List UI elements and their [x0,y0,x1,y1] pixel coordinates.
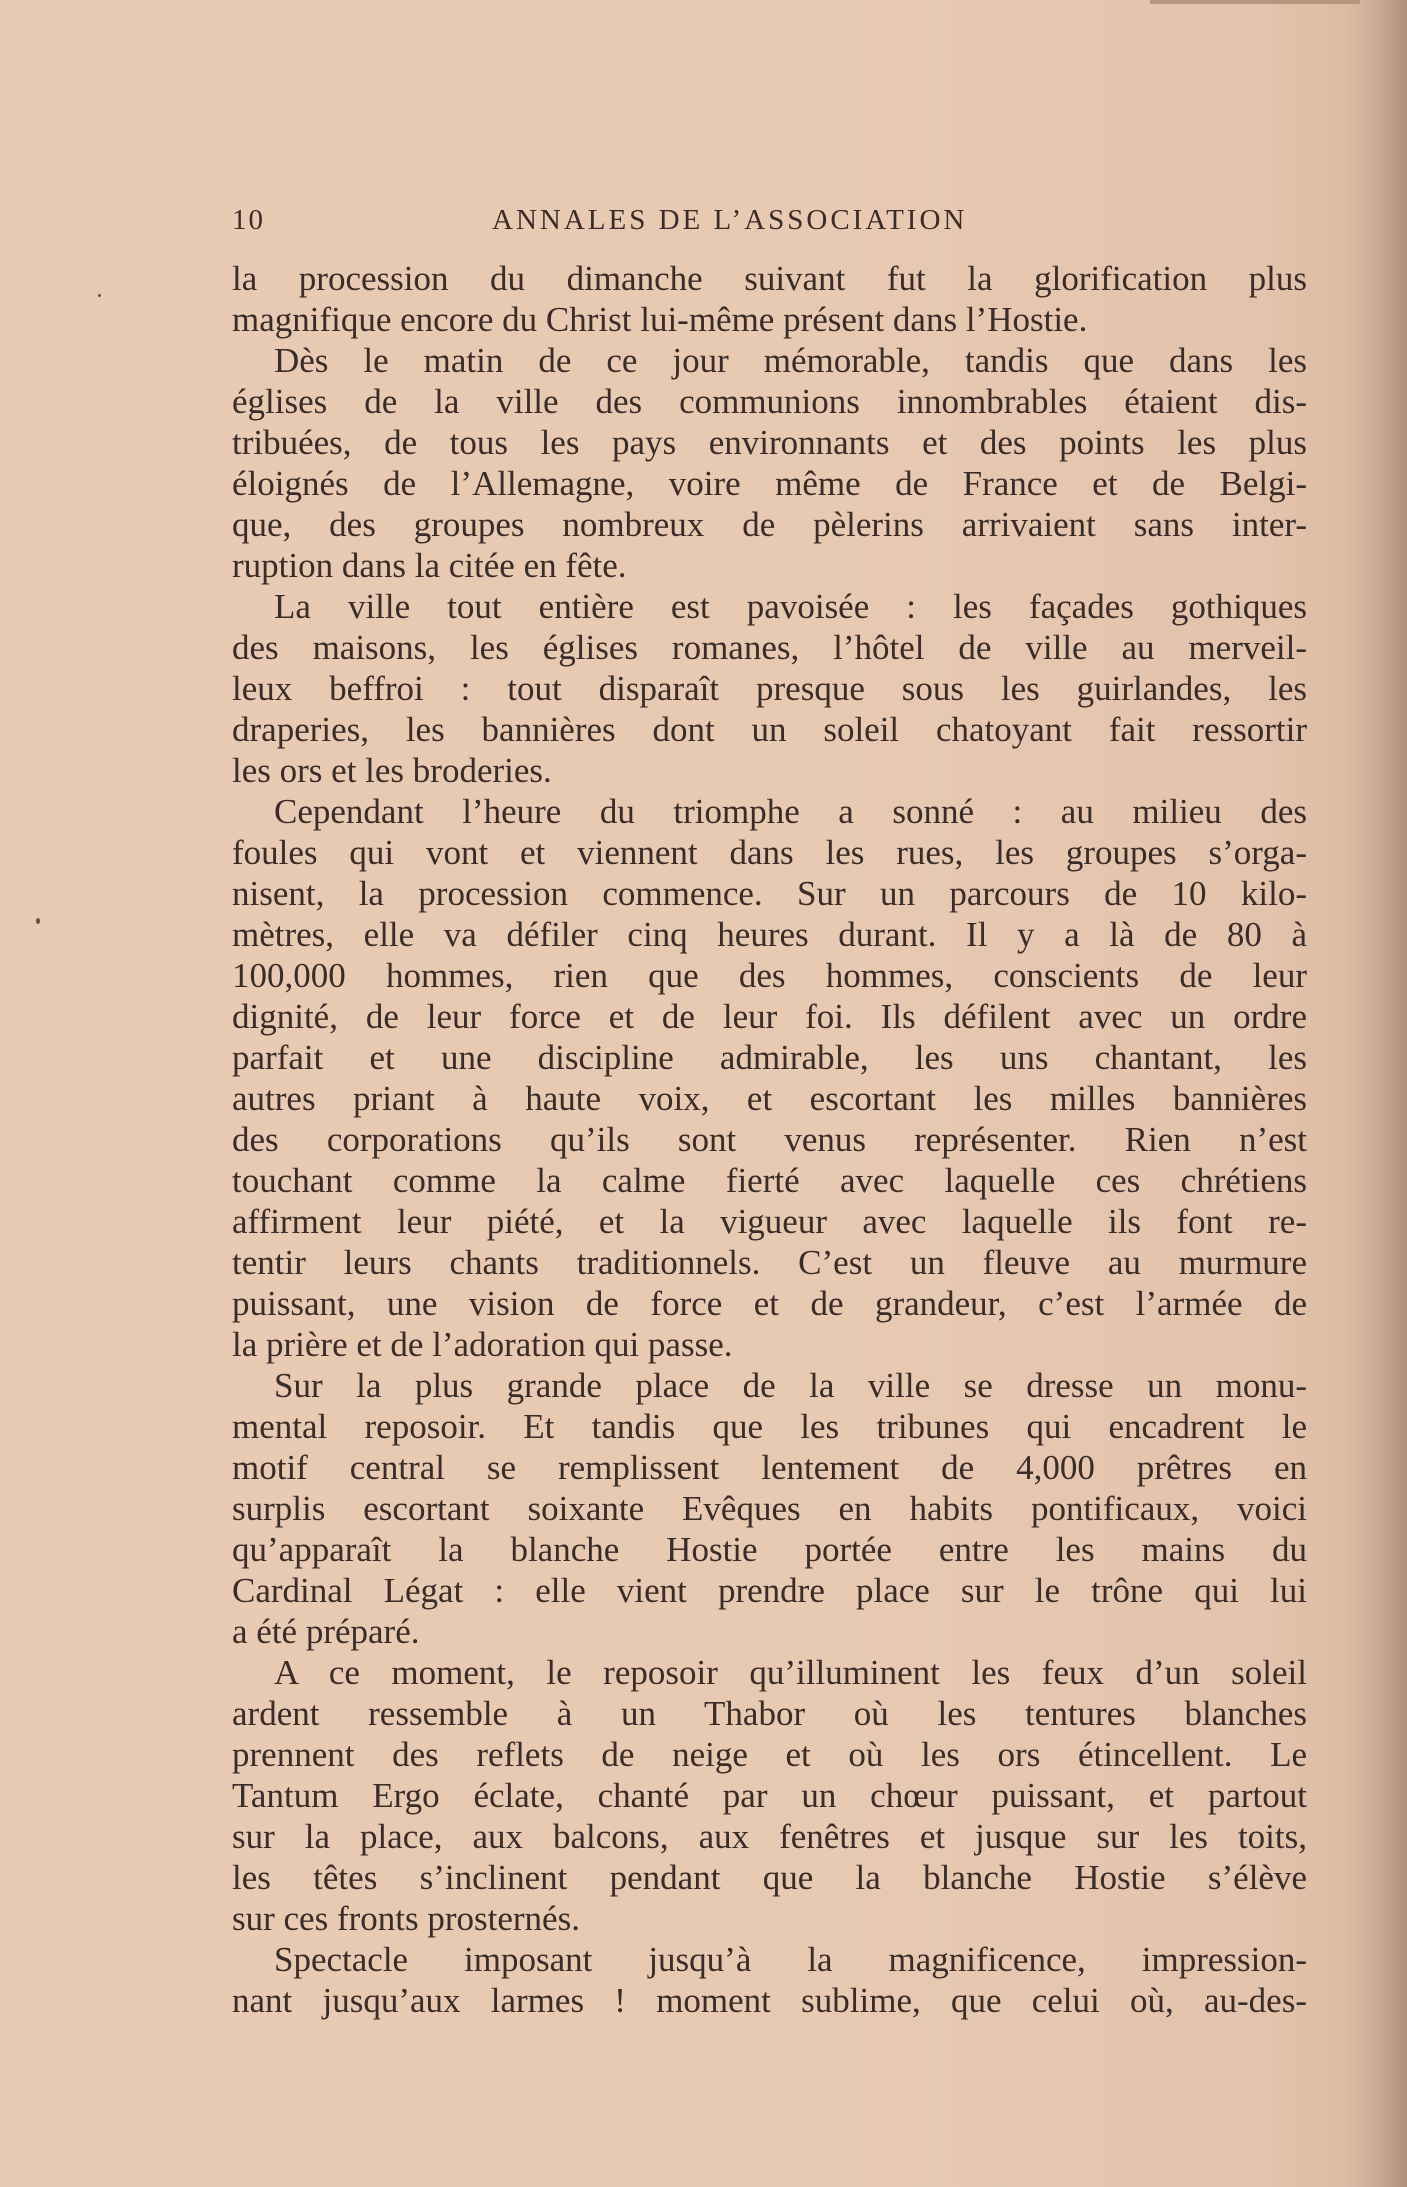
text-line: ardent ressemble à un Thabor où les tentures blanches [232,1694,1307,1733]
page-header [232,204,1307,242]
text-line: des maisons, les églises romanes, l’hôtel de ville au merveil- [232,628,1307,667]
text-line: foules qui vont et viennent dans les rues, les groupes s’orga- [232,833,1307,872]
text-line: Tantum Ergo éclate, chanté par un chœur puissant, et partout [232,1776,1307,1815]
text-line: parfait et une discipline admirable, les uns chantant, les [232,1038,1307,1077]
text-line: a été préparé. [232,1612,420,1651]
text-line: la prière et de l’adoration qui passe. [232,1325,733,1364]
text-line: magnifique encore du Christ lui-même présent dans l’Hostie. [232,300,1088,339]
text-line: éloignés de l’Allemagne, voire même de France et de Belgi- [232,464,1307,503]
text-line: affirment leur piété, et la vigueur avec laquelle ils font re- [232,1202,1307,1241]
text-line: Spectacle imposant jusqu’à la magnificence, impression- [274,1940,1307,1979]
text-line: motif central se remplissent lentement de 4,000 prêtres en [232,1448,1307,1487]
text-line: touchant comme la calme fierté avec laquelle ces chrétiens [232,1161,1307,1200]
text-line: les têtes s’inclinent pendant que la blanche Hostie s’élève [232,1858,1307,1897]
text-line: mètres, elle va défiler cinq heures durant. Il y a là de 80 à [232,915,1307,954]
text-line: Cependant l’heure du triomphe a sonné : au milieu des [274,792,1307,831]
text-line: dignité, de leur force et de leur foi. Ils défilent avec un ordre [232,997,1307,1036]
text-line: nant jusqu’aux larmes ! moment sublime, que celui où, au-des- [232,1981,1307,2020]
text-line: tribuées, de tous les pays environnants et des points les plus [232,423,1307,462]
text-line: qu’apparaît la blanche Hostie portée entre les mains du [232,1530,1307,1569]
page-number: 10 [232,204,265,236]
text-line: tentir leurs chants traditionnels. C’est un fleuve au murmure [232,1243,1307,1282]
text-line: autres priant à haute voix, et escortant les milles bannières [232,1079,1307,1118]
paper-speck [36,918,40,924]
paper-speck [98,294,101,297]
text-line: 100,000 hommes, rien que des hommes, conscients de leur [232,956,1307,995]
text-line: La ville tout entière est pavoisée : les façades gothiques [274,587,1307,626]
text-line: les ors et les broderies. [232,751,552,790]
text-line: la procession du dimanche suivant fut la glorification plus [232,259,1307,298]
text-line: prennent des reflets de neige et où les ors étincellent. Le [232,1735,1307,1774]
text-line: ruption dans la citée en fête. [232,546,627,585]
running-head: ANNALES DE L’ASSOCIATION [492,204,968,236]
text-line: sur la place, aux balcons, aux fenêtres et jusque sur les toits, [232,1817,1307,1856]
page-binding-shadow [1347,0,1407,2187]
text-line: que, des groupes nombreux de pèlerins arrivaient sans inter- [232,505,1307,544]
top-edge-rule [1150,0,1360,4]
text-line: églises de la ville des communions innombrables étaient dis- [232,382,1307,421]
text-line: leux beffroi : tout disparaît presque sous les guirlandes, les [232,669,1307,708]
text-line: Sur la plus grande place de la ville se dresse un monu- [274,1366,1307,1405]
text-line: des corporations qu’ils sont venus représenter. Rien n’est [232,1120,1307,1159]
text-line: nisent, la procession commence. Sur un parcours de 10 kilo- [232,874,1307,913]
text-line: mental reposoir. Et tandis que les tribunes qui encadrent le [232,1407,1307,1446]
text-line: Dès le matin de ce jour mémorable, tandis que dans les [274,341,1307,380]
text-line: puissant, une vision de force et de grandeur, c’est l’armée de [232,1284,1307,1323]
text-line: Cardinal Légat : elle vient prendre place sur le trône qui lui [232,1571,1307,1610]
text-line: A ce moment, le reposoir qu’illuminent les feux d’un soleil [274,1653,1307,1692]
body-text [232,258,1307,2021]
text-line: sur ces fronts prosternés. [232,1899,580,1938]
text-line: draperies, les bannières dont un soleil chatoyant fait ressortir [232,710,1307,749]
text-line: surplis escortant soixante Evêques en habits pontificaux, voici [232,1489,1307,1528]
